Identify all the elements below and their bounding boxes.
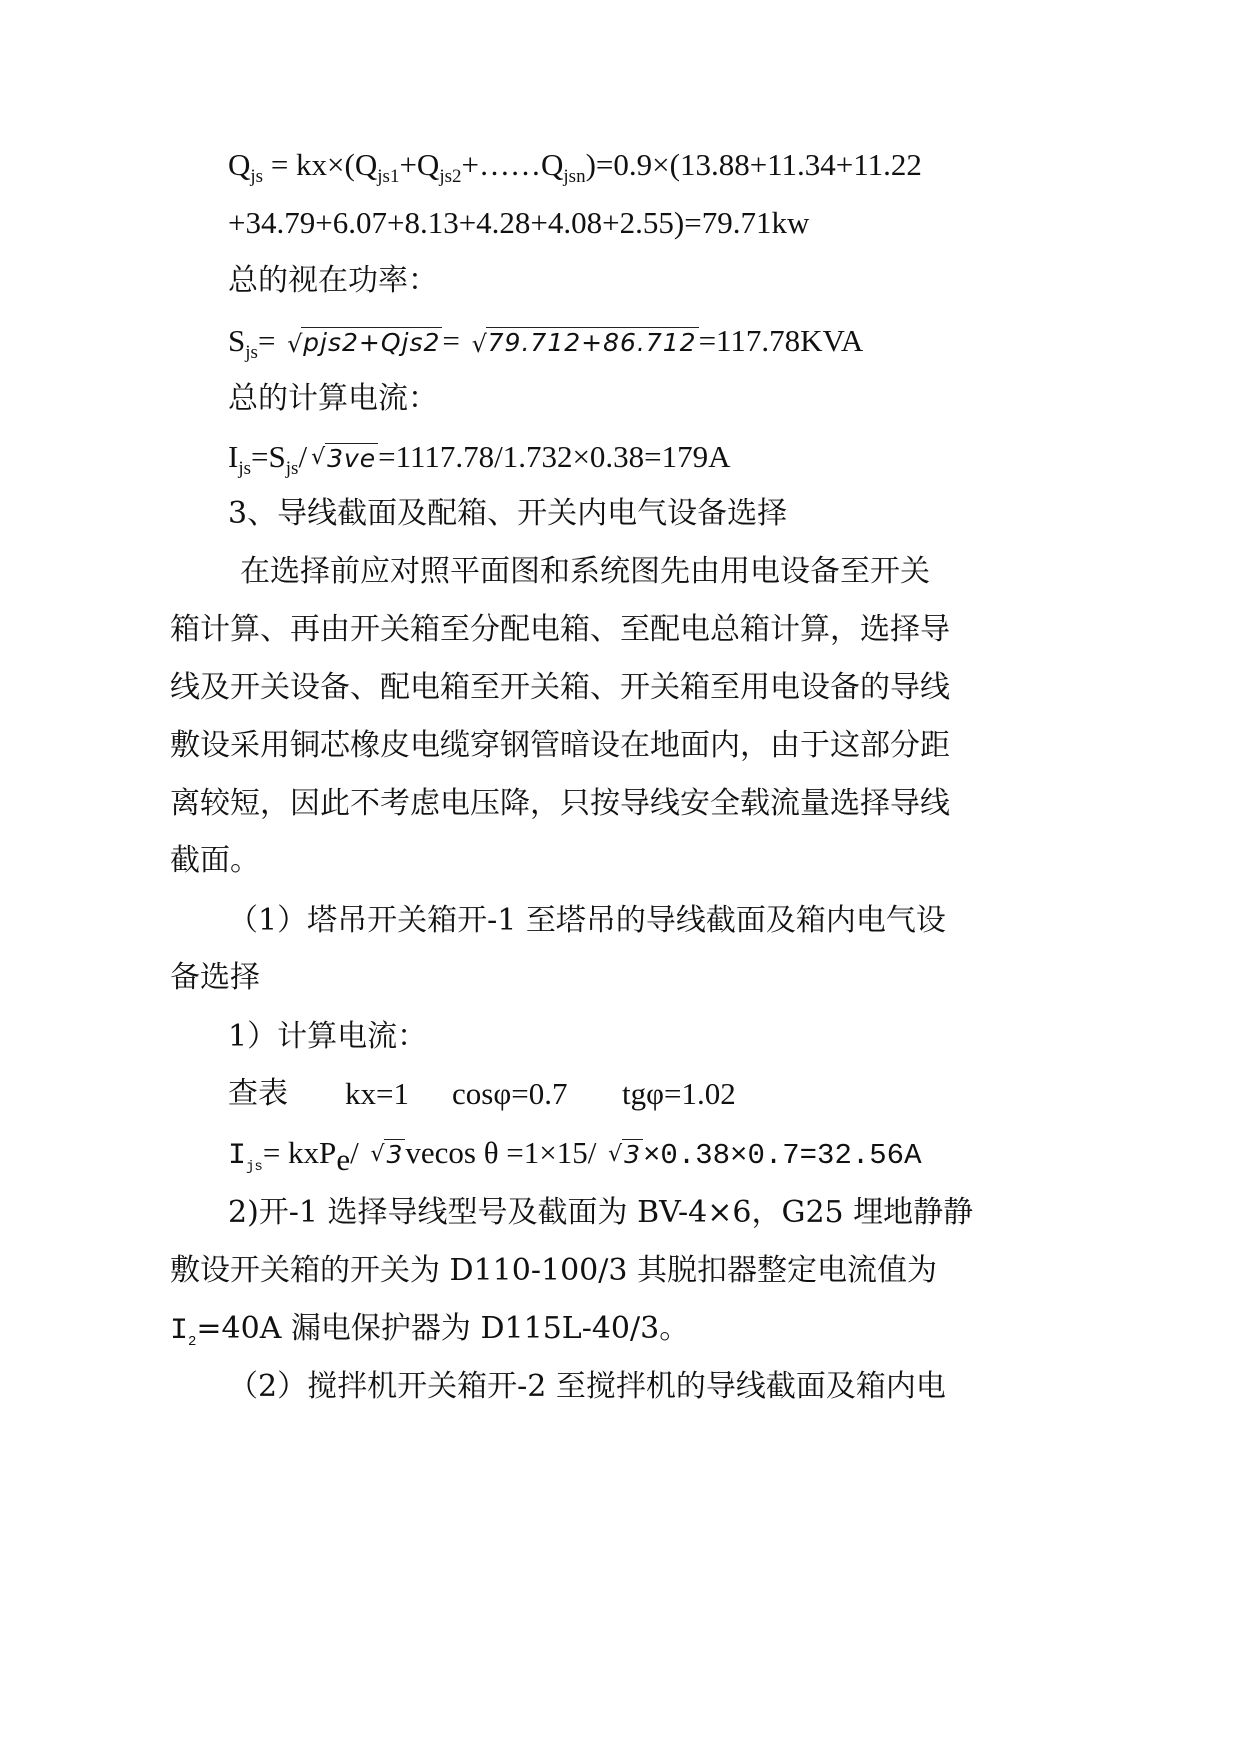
formula-text: = kx×(Q: [263, 147, 378, 182]
symbol-i: I: [228, 439, 239, 474]
current-heading: 总的计算电流：: [228, 381, 438, 416]
paragraph-line: 离较短，因此不考虑电压降，只按导线安全载流量选择导线: [170, 786, 950, 821]
sqrt-symbol: √ 3ve: [311, 444, 377, 473]
formula-text: /: [298, 439, 308, 474]
sqrt-content: 3ve: [327, 444, 377, 473]
symbol-i: I: [170, 1314, 189, 1348]
formula-result: =117.78KVA: [698, 323, 864, 358]
subscript-js: js: [238, 458, 252, 479]
sjs-formula: [228, 321, 863, 363]
paragraph-line: 敷设采用铜芯橡皮电缆穿钢管暗设在地面内，由于这部分距: [170, 728, 950, 763]
formula-text: =: [257, 323, 284, 358]
paragraph-line: 在选择前应对照平面图和系统图先由用电设备至开关: [240, 554, 930, 589]
paragraph-line: 截面。: [170, 843, 260, 878]
kx-value: kx=1: [345, 1076, 409, 1111]
item-1-title: （1）塔吊开关箱开-1 至塔吊的导线截面及箱内电气设: [228, 903, 946, 938]
formula-text: = kxP: [262, 1135, 337, 1170]
subscript-jsn: jsn: [563, 166, 586, 187]
lookup-line: [228, 1074, 736, 1114]
calc-current-heading: 1）计算电流：: [228, 1019, 428, 1054]
qjs-formula-line1: [228, 145, 922, 185]
paragraph-line: 箱计算、再由开关箱至分配电箱、至配电总箱计算，选择导: [170, 612, 950, 647]
sqrt-content: 3: [624, 1140, 642, 1169]
tg-value: tgφ=1.02: [622, 1076, 736, 1111]
lookup-label: 查表: [228, 1076, 288, 1111]
item-3-title: （2）搅拌机开关箱开-2 至搅拌机的导线截面及箱内电: [228, 1369, 946, 1404]
sqrt-symbol: √ 3: [608, 1140, 642, 1169]
subscript-js: js: [246, 1159, 263, 1175]
subscript-js: js: [250, 166, 264, 187]
sqrt-content: pjs2+Qjs2: [303, 328, 441, 357]
ijs-formula: [228, 437, 731, 479]
section-3-title: 3、导线截面及配箱、开关内电气设备选择: [228, 496, 788, 531]
apparent-power-heading: 总的视在功率：: [228, 263, 438, 298]
sqrt-symbol: √ pjs2+Qjs2: [287, 328, 441, 358]
subscript-js: js: [245, 342, 258, 363]
item-2-last-line: [170, 1309, 689, 1351]
symbol-q: Q: [228, 147, 251, 182]
qjs-formula-line2: +34.79+6.07+8.13+4.28+4.08+2.55)=79.71kw: [228, 205, 810, 240]
item-1-title-cont: 备选择: [170, 960, 260, 995]
formula-text: /: [350, 1135, 367, 1170]
subscript-2: 2: [188, 1334, 197, 1350]
formula-result: =1117.78/1.732×0.38=179A: [378, 439, 731, 474]
sqrt-symbol: √ 3: [370, 1140, 404, 1169]
symbol-s: S: [228, 323, 246, 358]
cos-value: cosφ=0.7: [452, 1076, 568, 1111]
sqrt-symbol: √ 79.712+86.712: [471, 328, 697, 358]
formula-text: +Q: [399, 147, 440, 182]
formula-text: =S: [251, 439, 286, 474]
ijs-formula-2: [228, 1133, 921, 1176]
formula-text: vecos θ =1×15/: [405, 1135, 605, 1170]
item-2-line: 2)开-1 选择导线型号及截面为 BV-4×6，G25 埋地静静: [228, 1195, 974, 1230]
formula-text: +……Q: [461, 147, 564, 182]
sqrt-content: 79.712+86.712: [487, 328, 697, 357]
formula-text: =: [442, 323, 468, 358]
formula-result: ×0.38×0.7=32.56A: [643, 1139, 922, 1172]
formula-text: )=0.9×(13.88+11.34+11.22: [585, 147, 922, 182]
symbol-i: I: [228, 1139, 247, 1173]
sqrt-content: 3: [386, 1140, 404, 1169]
item-2-line: 敷设开关箱的开关为 D110-100/3 其脱扣器整定电流值为: [170, 1253, 937, 1288]
subscript-js2: js2: [439, 166, 462, 187]
item-2-text: =40A 漏电保护器为 D115L-40/3。: [196, 1311, 690, 1346]
subscript-e: e: [336, 1142, 351, 1177]
paragraph-line: 线及开关设备、配电箱至开关箱、开关箱至用电设备的导线: [170, 670, 950, 705]
subscript-js: js: [285, 458, 299, 479]
subscript-js1: js1: [377, 166, 400, 187]
